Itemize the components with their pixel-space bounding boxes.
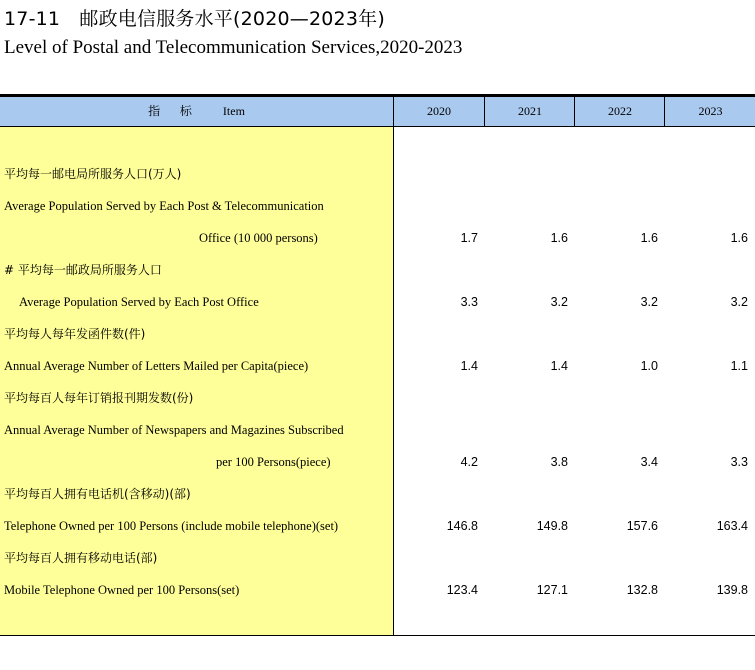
cell-2021: 127.1 [536,583,568,597]
cell-2022: 1.6 [640,231,658,245]
row-label: 平均每百人每年订销报刊期发数(份) [4,391,194,405]
cell-2021: 3.2 [550,295,568,309]
table-row [0,254,755,286]
table-row [0,414,755,446]
header-indicator [0,97,393,126]
table-row [0,318,755,350]
cell-2020: 146.8 [446,519,478,533]
header-year-2020: 2020 [393,97,484,126]
cell-2023: 3.2 [730,295,748,309]
cell-2020: 3.3 [460,295,478,309]
cell-2020: 1.4 [460,359,478,373]
cell-2023: 139.8 [716,583,748,597]
row-label: Annual Average Number of Newspapers and Magazines Subscribed [4,423,344,437]
row-label: Mobile Telephone Owned per 100 Persons(set) [4,583,240,597]
cell-2021: 1.6 [550,231,568,245]
cell-2023: 163.4 [716,519,748,533]
row-label: Average Population Served by Each Post & Telecommunication [4,199,324,213]
row-label: Office (10 000 persons) [199,231,318,245]
header-indicator-cn: 指 标 [148,104,200,118]
cell-2021: 1.4 [550,359,568,373]
table-row [0,382,755,414]
table-row [0,446,755,478]
table-row [0,190,755,222]
table-row [0,222,755,254]
table-header [0,97,755,127]
table-row [0,350,755,382]
row-label: per 100 Persons(piece) [216,455,331,469]
table-title-en: Level of Postal and Telecommunication Services,2020-2023 [4,37,463,58]
table-row [0,542,755,574]
table-row [0,286,755,318]
header-year-2023: 2023 [664,97,755,126]
cell-2020: 4.2 [460,455,478,469]
row-label: 平均每人每年发函件数(件) [4,327,146,341]
cell-2022: 1.0 [640,359,658,373]
table-row [0,158,755,190]
row-label: 平均每一邮电局所服务人口(万人) [4,167,182,181]
row-label: Annual Average Number of Letters Mailed per Capita(piece) [4,359,309,373]
cell-2023: 3.3 [730,455,748,469]
cell-2023: 1.1 [730,359,748,373]
row-label: 平均每百人拥有电话机(含移动)(部) [4,487,191,501]
cell-2021: 149.8 [536,519,568,533]
cell-2021: 3.8 [550,455,568,469]
header-year-2022: 2022 [574,97,665,126]
cell-2022: 132.8 [626,583,658,597]
table-row [0,510,755,542]
cell-2022: 3.4 [640,455,658,469]
cell-2020: 123.4 [446,583,478,597]
cell-2022: 157.6 [626,519,658,533]
row-label: Average Population Served by Each Post Office [19,295,259,309]
row-label: # 平均每一邮政局所服务人口 [4,263,162,277]
row-label: Telephone Owned per 100 Persons (include mobile telephone)(set) [4,519,339,533]
header-year-2021: 2021 [484,97,575,126]
row-label: 平均每百人拥有移动电话(部) [4,551,158,565]
table-title-cn: 17-11 邮政电信服务水平(2020—2023年) [4,8,385,30]
table-row [0,478,755,510]
cell-2020: 1.7 [460,231,478,245]
cell-2022: 3.2 [640,295,658,309]
table-row [0,574,755,606]
table-bottom-rule [0,635,755,636]
header-indicator-en: Item [222,104,245,118]
cell-2023: 1.6 [730,231,748,245]
